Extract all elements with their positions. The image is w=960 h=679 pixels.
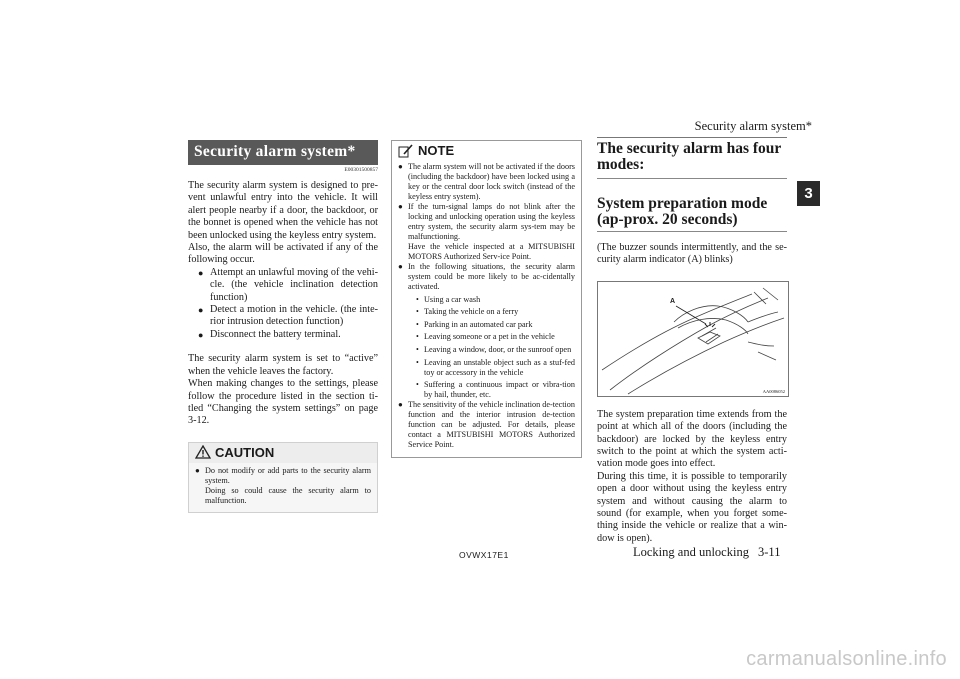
- bullet-icon: ●: [198, 305, 204, 316]
- trigger-list: [188, 267, 378, 341]
- prep-time-paragraph: The system preparation time extends from the point at which all of the doors (including the backdoor) are locked by the keyless entry switch to the point at which the system acti-vation mode goes into effect.: [597, 408, 787, 470]
- list-item: • Taking the vehicle on a ferry: [416, 307, 519, 317]
- chapter-tab: 3: [797, 181, 820, 206]
- column-right: [597, 140, 787, 545]
- small-bullet-icon: •: [416, 307, 419, 317]
- list-item: ● Detect a motion in the vehicle. (the inte-rior intrusion detection function): [198, 304, 378, 328]
- note-item: ● The alarm system will not be activated if the doors (including the backdoor) have been locked using a key or the central door lock switch (instead of the keyless entry system).: [398, 162, 575, 201]
- footer-code: OVWX17E1: [459, 550, 509, 560]
- bullet-icon: ●: [198, 267, 204, 278]
- list-item: ● Disconnect the battery terminal.: [198, 328, 341, 340]
- list-item: ● Attempt an unlawful moving of the vehi-cle. (the vehicle inclination detection function): [198, 266, 378, 303]
- buzzer-paragraph: (The buzzer sounds intermittently, and the se-curity alarm indicator (A) blinks): [597, 242, 787, 266]
- bullet-icon: ●: [398, 162, 403, 171]
- heading-modes: The security alarm has four modes:: [597, 140, 787, 179]
- heading-preparation-mode: System preparation mode (ap-prox. 20 seconds): [597, 196, 787, 232]
- figure-code: AA0086052: [762, 388, 785, 394]
- figure-label-a: A: [670, 297, 676, 305]
- bullet-icon: ●: [195, 465, 200, 475]
- running-head: Security alarm system*: [694, 119, 812, 133]
- caution-label: CAUTION: [215, 444, 275, 460]
- warning-triangle-icon: [195, 445, 211, 459]
- bullet-icon: ●: [398, 262, 403, 271]
- small-bullet-icon: •: [416, 319, 419, 329]
- indicator-figure: [597, 281, 789, 397]
- active-paragraph: The security alarm system is set to “active” when the vehicle leaves the factory.: [188, 353, 378, 377]
- small-bullet-icon: •: [416, 380, 419, 390]
- caution-body: [189, 463, 377, 506]
- note-pencil-icon: [398, 144, 414, 158]
- bullet-icon: ●: [398, 202, 403, 211]
- situation-list: [408, 295, 575, 401]
- note-item: ● In the following situations, the security alarm system could be more likely to be ac-cidentally activated. • Using a car wash • Taking the vehicle on a ferry • Parking in an automated car park • Leaving someone or a pet in the vehicle • Leaving a window, door, or the sunroof open • Leaving an unstable object such as a stuf-fed toy or accessory in the vehicle • Suffering a continuous impact or vibra-tion by hail, thunder, etc.: [398, 262, 575, 400]
- caution-header: [189, 443, 377, 463]
- column-middle: [391, 140, 582, 458]
- small-bullet-icon: •: [416, 332, 419, 342]
- running-head-rule: [597, 137, 787, 138]
- list-item: • Suffering a continuous impact or vibra-tion by hail, thunder, etc.: [416, 380, 575, 400]
- note-item: ● The sensitivity of the vehicle inclination de-tection function and the interior intrusion de-tection function can be adjusted. For details, please contact a MITSUBISHI MOTORS Authorized Service Point.: [398, 400, 575, 450]
- during-paragraph: During this time, it is possible to temporarily open a door without using the keyless entry system and without causing the alarm to sound (for example, when you forget some-thing inside the vehicle or realize that a win-dow is open).: [597, 470, 787, 544]
- note-item: ● If the turn-signal lamps do not blink after the locking and unlocking operation using the keyless entry system, the security alarm sys-tem may be malfunctioning. Have the vehicle inspected at a MITSUBISHI MOTORS Authorized Serv-ice Point.: [398, 202, 575, 261]
- small-bullet-icon: •: [416, 357, 419, 367]
- bullet-icon: ●: [398, 400, 403, 410]
- intro-paragraph: The security alarm system is designed to pre-vent unlawful entry into the vehicle. It will alert people nearby if a door, the backdoor, or the bonnet is opened when the vehicle has not been unlocked using the keyless entry system.: [188, 180, 378, 241]
- list-item: • Leaving someone or a pet in the vehicle: [416, 332, 555, 342]
- small-bullet-icon: •: [416, 344, 419, 354]
- list-item: • Leaving an unstable object such as a stuf-fed toy or accessory in the vehicle: [416, 357, 575, 377]
- dashboard-illustration: [598, 282, 788, 396]
- changes-paragraph: When making changes to the settings, please follow the procedure listed in the section ti-tled “Changing the system settings” on page 3-12.: [188, 378, 378, 427]
- note-header: [392, 141, 581, 159]
- note-body: [392, 159, 581, 450]
- column-left: [188, 140, 378, 513]
- small-bullet-icon: •: [416, 294, 419, 304]
- list-item: • Using a car wash: [416, 294, 481, 304]
- caution-box: [188, 442, 378, 513]
- section-title: Security alarm system*: [188, 140, 378, 165]
- list-item: • Parking in an automated car park: [416, 319, 533, 329]
- bullet-icon: ●: [198, 329, 204, 340]
- list-item: • Leaving a window, door, or the sunroof open: [416, 344, 572, 354]
- page-number: 3-11: [758, 545, 781, 559]
- watermark: carmanualsonline.info: [746, 648, 947, 670]
- caution-item: ● Do not modify or add parts to the security alarm system. Doing so could cause the security alarm to malfunction.: [195, 465, 371, 505]
- note-label: NOTE: [418, 143, 455, 158]
- section-code: E00301500857: [344, 167, 378, 173]
- footer-section-title: Locking and unlocking: [633, 545, 749, 559]
- note-box: [391, 140, 582, 458]
- also-paragraph: Also, the alarm will be activated if any of the following occur.: [188, 242, 378, 266]
